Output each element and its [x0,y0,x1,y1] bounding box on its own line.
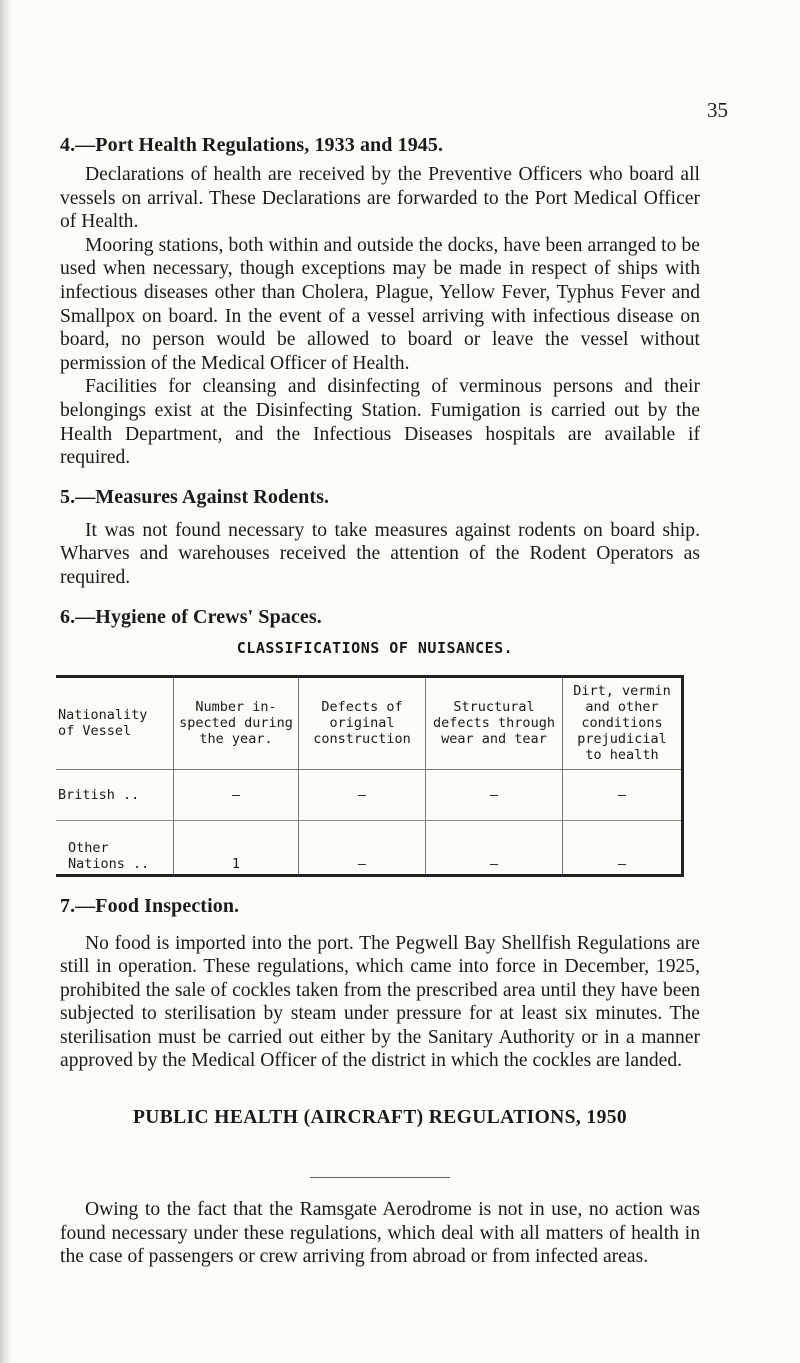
section4-paragraph-2: Mooring stations, both within and outside the docks, have been arranged to be used when necessary, though exceptions may be made in respect of ships with infectious diseases other than Cholera, Plague, Yellow Fever, Typhus Fever and Smallpox on board. In the event of a vessel arriving with infectious disease on board, no person would be allowed to board or leave the vessel without permission of the Medical Officer of Health. [60,234,700,374]
document-body [60,134,700,1269]
cell-nationality-line1: Other [68,839,109,856]
col-header-dirt: Dirt, vermin and other conditions prejudicial to health [563,676,683,769]
section4-paragraph-1: Declarations of health are received by the Preventive Officers who board all vessels on arrival. These Declarations are forwarded to the Port Medical Officer of Health. [60,164,700,233]
aircraft-heading: PUBLIC HEALTH (AIRCRAFT) REGULATIONS, 1950 [132,1107,628,1129]
cell-inspected: 1 [174,820,299,875]
table-title: CLASSIFICATIONS OF NUISANCES. [236,638,514,657]
table-row [56,769,683,820]
col-header-nationality: Nationality of Vessel [56,676,174,769]
col-header-structural: Structural defects through wear and tear [426,676,563,769]
col-header-defects: Defects of original construction [299,676,426,769]
aircraft-paragraph: Owing to the fact that the Ramsgate Aerodrome is not in use, no action was found necessary under these regulations, which deal with all matters of health in the case of passengers or crew arriving from abroad or from infected areas. [60,1199,700,1268]
col-header-inspected: Number in-spected during the year. [174,676,299,769]
page-number: 35 [707,98,728,122]
table-header-row [56,676,683,769]
cell-structural: — [426,769,563,820]
cell-nationality: British .. [56,769,174,820]
cell-dirt: — [563,769,683,820]
cell-nationality-line2: Nations .. [68,855,150,872]
cell-defects: — [299,820,426,875]
section5-paragraph: It was not found necessary to take measures against rodents on board ship. Wharves and warehouses received the attention of the Rodent Operators as required. [60,519,700,588]
section7-heading: 7.—Food Inspection. [60,894,240,917]
cell-dirt: — [563,820,683,875]
section4-paragraph-3: Facilities for cleansing and disinfecting of verminous persons and their belongings exist at the Disinfecting Station. Fumigation is carried out by the Health Department, and the Infectious Diseases hospitals are available if required. [60,376,700,469]
section5-heading: 5.—Measures Against Rodents. [60,485,330,508]
cell-inspected: — [174,769,299,820]
cell-defects: — [299,769,426,820]
page-edge-shadow [0,0,12,1363]
section4-heading: 4.—Port Health Regulations, 1933 and 1945. [60,134,444,156]
divider [310,1177,450,1178]
section7-paragraph: No food is imported into the port. The Pegwell Bay Shellfish Regulations are still in operation. These regulations, which came into force in December, 1925, prohibited the sale of cockles taken from the prescribed area until they have been subjected to sterilisation by steam under pressure for at least six minutes. The sterilisation must be carried out either by the Sanitary Authority or in a manner approved by the Medical Officer of the district in which the cockles are landed. [60,932,700,1072]
nuisances-table [56,675,684,877]
table-row [56,820,683,875]
section6-heading: 6.—Hygiene of Crews' Spaces. [60,605,322,628]
cell-structural: — [426,820,563,875]
cell-nationality [56,820,174,875]
